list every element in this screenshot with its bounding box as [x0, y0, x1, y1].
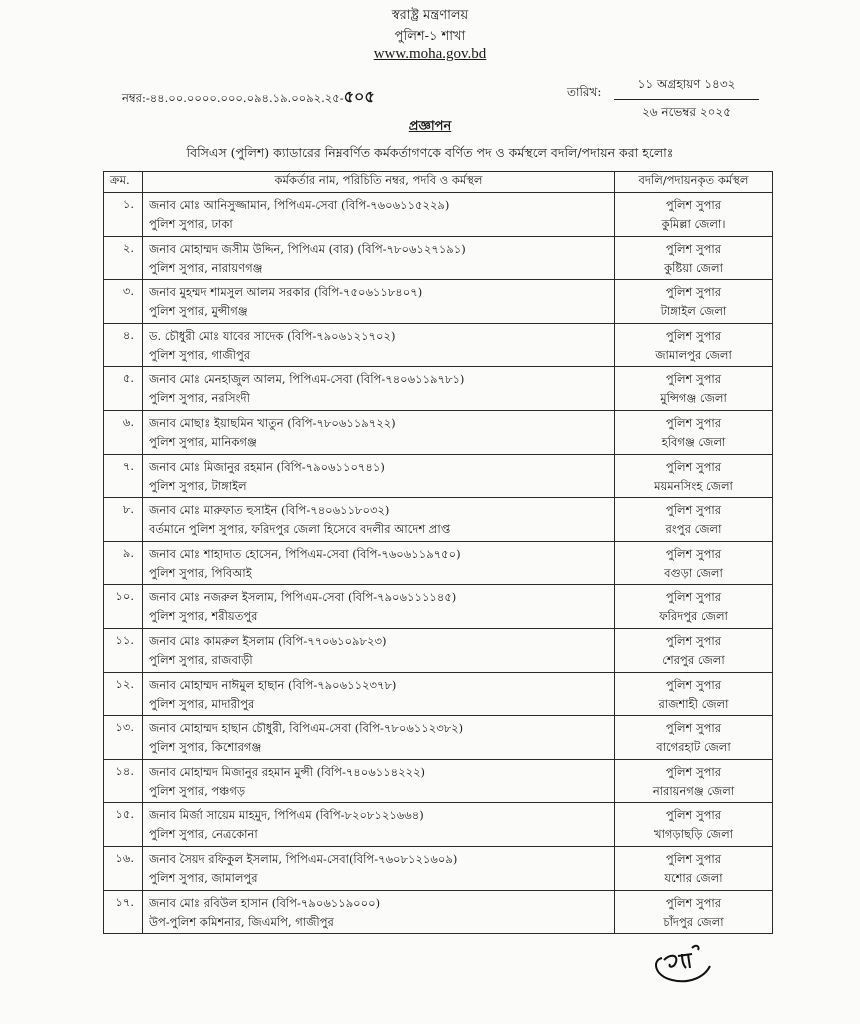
row-serial: ৫. [104, 367, 143, 411]
officer-current-post: পুলিশ সুপার, নরসিংদী [149, 391, 250, 406]
row-serial: ৯. [104, 541, 143, 585]
officer-current-post: পুলিশ সুপার, গাজীপুর [149, 347, 251, 362]
row-officer [143, 498, 615, 542]
row-serial: ৭. [104, 454, 143, 498]
row-serial: ৪. [104, 323, 143, 367]
table-row [104, 803, 773, 847]
table-row [104, 236, 773, 280]
posting-district: কুমিল্লা জেলা। [661, 217, 726, 231]
transfer-table [103, 171, 773, 934]
row-officer [143, 672, 615, 716]
posting-designation: পুলিশ সুপার [665, 372, 722, 387]
header-serial: ক্রম. [104, 172, 143, 193]
row-serial: ৩. [104, 280, 143, 324]
officer-name: জনাব মোছাঃ ইয়াছমিন খাতুন (বিপি-৭৮০৬১১৯৭২২) [149, 415, 396, 430]
table-row [104, 193, 773, 237]
table-row [104, 890, 773, 934]
row-serial: ১২. [104, 672, 143, 716]
officer-name: জনাব মোঃ রবিউল হাসান (বিপি-৭৯০৬১১৯০০০) [149, 895, 381, 910]
posting-district: রাজশাহী জেলা [658, 696, 729, 711]
officer-current-post: পুলিশ সুপার, ঢাকা [149, 217, 233, 231]
row-posting [615, 541, 773, 585]
officer-name: জনাব মোঃ কামরুল ইসলাম (বিপি-৭৭০৬১০৯৮২৩) [149, 633, 387, 648]
posting-district: ফরিদপুর জেলা [659, 609, 728, 624]
table-row [104, 323, 773, 367]
table-row [104, 410, 773, 454]
row-posting [615, 759, 773, 803]
row-posting [615, 280, 773, 324]
row-officer [143, 280, 615, 324]
officer-name: জনাব মোহাম্মদ নাঈমুল হাছান (বিপি-৭৯০৬১১২৩৭৮) [149, 677, 397, 692]
table-row [104, 498, 773, 542]
officer-name: জনাব মোঃ আনিসুজ্জামান, পিপিএম-সেবা (বিপি-৭৬০৬১১৫২২৯) [149, 198, 450, 212]
row-posting [615, 803, 773, 847]
posting-designation: পুলিশ সুপার [665, 285, 722, 300]
officer-name: জনাব মোঃ শাহাদাত হোসেন, পিপিএম-সেবা (বিপি-৭৬০৬১১৯৭৫০) [149, 546, 461, 561]
row-officer [143, 410, 615, 454]
row-serial: ১৩. [104, 716, 143, 760]
officer-current-post: উপ-পুলিশ কমিশনার, জিএমপি, গাজীপুর [149, 914, 334, 929]
posting-designation: পুলিশ সুপার [665, 851, 722, 866]
row-officer [143, 367, 615, 411]
table-row [104, 716, 773, 760]
row-serial: ১. [104, 193, 143, 237]
row-posting [615, 498, 773, 542]
memo-number [122, 84, 375, 111]
header-posting: বদলি/পদায়নকৃত কর্মস্থল [615, 172, 773, 193]
row-officer [143, 759, 615, 803]
table-body [104, 193, 773, 934]
row-officer [143, 193, 615, 237]
row-officer [143, 323, 615, 367]
officer-name: জনাব মোঃ নজরুল ইসলাম, পিপিএম-সেবা (বিপি-৭৯০৬১১১১৪৫) [149, 590, 457, 605]
row-posting [615, 716, 773, 760]
posting-district: খাগড়াছড়ি জেলা [654, 827, 733, 842]
branch-name: পুলিশ-১ শাখা [394, 29, 466, 44]
memo-number-suffix: ৫০৫ [343, 87, 375, 106]
row-posting [615, 410, 773, 454]
ministry-name: স্বরাষ্ট্র মন্ত্রণালয় [391, 8, 469, 23]
posting-district: ময়মনসিংহ জেলা [654, 478, 733, 493]
row-posting [615, 367, 773, 411]
table-row [104, 846, 773, 890]
officer-name: জনাব মোহাম্মদ জসীম উদ্দিন, পিপিএম (বার) (বিপি-৭৮০৬১২৭১৯১) [149, 241, 466, 256]
officer-name: ড. চৌধুরী মোঃ যাবের সাদেক (বিপি-৭৯০৬১২১৭০২) [149, 328, 396, 343]
date-bangla: ১১ অগ্রহায়ণ ১৪৩২ [614, 76, 759, 100]
row-posting [615, 628, 773, 672]
posting-designation: পুলিশ সুপার [665, 198, 722, 212]
row-officer [143, 585, 615, 629]
officer-name: জনাব সৈয়দ রফিকুল ইসলাম, পিপিএম-সেবা(বিপি-৭৬০৮১২১৬০৯) [149, 851, 458, 866]
posting-district: রংপুর জেলা [665, 522, 722, 537]
website-link[interactable]: www.moha.gov.bd [373, 46, 487, 62]
officer-current-post: পুলিশ সুপার, শরীয়তপুর [149, 609, 258, 624]
row-serial: ৬. [104, 410, 143, 454]
table-row [104, 585, 773, 629]
row-officer [143, 803, 615, 847]
officer-current-post: পুলিশ সুপার, জামালপুর [149, 870, 258, 885]
header-officer: কর্মকর্তার নাম, পরিচিতি নম্বর, পদবি ও কর্মস্থল [143, 172, 615, 193]
table-row [104, 280, 773, 324]
posting-district: বগুড়া জেলা [664, 565, 723, 580]
officer-current-post: পুলিশ সুপার, টাঙ্গাইল [149, 478, 247, 493]
signature-stroke-inner [664, 946, 699, 968]
notice-title: প্রজ্ঞাপন [408, 119, 452, 134]
officer-current-post: পুলিশ সুপার, কিশোরগঞ্জ [149, 740, 262, 755]
officer-name: জনাব মোঃ মেনহাজুল আলম, পিপিএম-সেবা (বিপি-৭৪০৬১১৯৭৮১) [149, 372, 465, 387]
row-officer [143, 454, 615, 498]
row-officer [143, 541, 615, 585]
posting-district: জামালপুর জেলা [655, 347, 732, 362]
officer-current-post: পুলিশ সুপার, মুন্সীগঞ্জ [149, 304, 248, 319]
officer-current-post: পুলিশ সুপার, নারায়ণগঞ্জ [149, 260, 263, 275]
row-serial: ১৭. [104, 890, 143, 934]
row-serial: ১৪. [104, 759, 143, 803]
row-posting [615, 846, 773, 890]
table-row [104, 759, 773, 803]
posting-district: চাঁদপুর জেলা [663, 914, 724, 929]
table-row [104, 541, 773, 585]
posting-designation: পুলিশ সুপার [665, 503, 722, 518]
row-posting [615, 454, 773, 498]
officer-name: জনাব মুহম্মদ শামসুল আলম সরকার (বিপি-৭৫০৬১১৮৪০৭) [149, 285, 423, 300]
row-posting [615, 890, 773, 934]
posting-designation: পুলিশ সুপার [665, 415, 722, 430]
memo-number-prefix: নম্বর:-৪৪.০০.০০০০.০০০.০৯৪.১৯.০০৯২.২৫- [122, 91, 344, 105]
posting-district: বাগেরহাট জেলা [656, 740, 731, 755]
posting-designation: পুলিশ সুপার [665, 764, 722, 779]
posting-designation: পুলিশ সুপার [665, 895, 722, 910]
row-officer [143, 890, 615, 934]
officer-name: জনাব মোহাম্মদ হাছান চৌধুরী, বিপিএম-সেবা (বিপি-৭৮০৬১১২৩৮২) [149, 721, 464, 736]
date-label: তারিখ: [567, 85, 602, 99]
row-serial: ১৬. [104, 846, 143, 890]
row-posting [615, 323, 773, 367]
officer-name: জনাব মোহাম্মদ মিজানুর রহমান মুন্সী (বিপি-৭৪০৬১১৪২২২) [149, 764, 426, 779]
posting-district: শেরপুর জেলা [662, 652, 725, 667]
posting-designation: পুলিশ সুপার [665, 459, 722, 474]
row-serial: ২. [104, 236, 143, 280]
officer-name: জনাব মোঃ মারুফাত হুসাইন (বিপি-৭৪০৬১১৮০৩২) [149, 503, 390, 518]
table-header-row [104, 172, 773, 193]
posting-designation: পুলিশ সুপার [665, 241, 722, 256]
officer-current-post: বর্তমানে পুলিশ সুপার, ফরিদপুর জেলা হিসেবে বদলীর আদেশ প্রাপ্ত [149, 522, 451, 537]
posting-designation: পুলিশ সুপার [665, 677, 722, 692]
officer-current-post: পুলিশ সুপার, নেত্রকোনা [149, 827, 258, 842]
posting-district: হবিগঞ্জ জেলা [661, 434, 726, 449]
row-officer [143, 628, 615, 672]
row-posting [615, 193, 773, 237]
posting-designation: পুলিশ সুপার [665, 590, 722, 605]
row-officer [143, 846, 615, 890]
officer-name: জনাব মোঃ মিজানুর রহমান (বিপি-৭৯০৬১১০৭৪১) [149, 459, 385, 474]
row-posting [615, 236, 773, 280]
row-officer [143, 716, 615, 760]
officer-current-post: পুলিশ সুপার, মাদারীপুর [149, 696, 255, 711]
posting-district: নারায়নগঞ্জ জেলা [652, 783, 735, 798]
row-serial: ১৫. [104, 803, 143, 847]
posting-designation: পুলিশ সুপার [665, 546, 722, 561]
signature [648, 940, 728, 986]
officer-current-post: পুলিশ সুপার, পঞ্চগড় [149, 783, 246, 798]
date-gregorian: ২৬ নভেম্বর ২০২৫ [641, 105, 732, 119]
posting-district: মুন্সিগঞ্জ জেলা [660, 391, 727, 406]
row-serial: ১১. [104, 628, 143, 672]
officer-name: জনাব মির্জা সায়েম মাহমুদ, পিপিএম (বিপি-৮২০৮১২১৬৬৪) [149, 808, 424, 823]
table-row [104, 628, 773, 672]
posting-designation: পুলিশ সুপার [665, 633, 722, 648]
row-serial: ৮. [104, 498, 143, 542]
table-row [104, 367, 773, 411]
row-officer [143, 236, 615, 280]
posting-district: টাঙ্গাইল জেলা [660, 304, 727, 319]
posting-designation: পুলিশ সুপার [665, 328, 722, 343]
officer-current-post: পুলিশ সুপার, মানিকগঞ্জ [149, 434, 257, 449]
posting-designation: পুলিশ সুপার [665, 721, 722, 736]
posting-district: যশোর জেলা [664, 870, 723, 885]
table-row [104, 454, 773, 498]
row-posting [615, 585, 773, 629]
posting-designation: পুলিশ সুপার [665, 808, 722, 823]
posting-district: কুষ্টিয়া জেলা [664, 260, 723, 275]
table-row [104, 672, 773, 716]
officer-current-post: পুলিশ সুপার, রাজবাড়ী [149, 652, 253, 667]
row-posting [615, 672, 773, 716]
row-serial: ১০. [104, 585, 143, 629]
notice-intro: বিসিএস (পুলিশ) ক্যাডারের নিম্নবর্ণিত কর্মকর্তাগণকে বর্ণিত পদ ও কর্মস্থলে বদলি/পদায়ন করা হলোঃ [186, 145, 674, 160]
officer-current-post: পুলিশ সুপার, পিবিআই [149, 565, 252, 580]
